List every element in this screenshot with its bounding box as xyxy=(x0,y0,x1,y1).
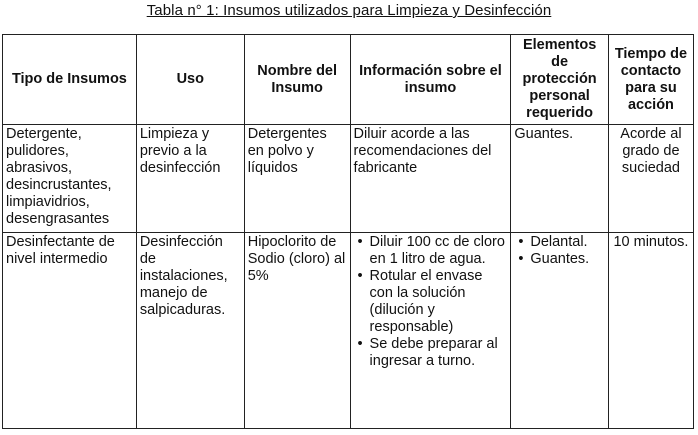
header-uso: Uso xyxy=(136,35,244,125)
bullet-icon: • xyxy=(518,234,524,250)
cell-nombre: Hipoclorito de Sodio (cloro) al 5% xyxy=(244,233,350,429)
cell-epp xyxy=(511,233,609,429)
header-row xyxy=(3,35,694,125)
list-item xyxy=(354,336,508,370)
insumos-table xyxy=(2,34,694,429)
bullet-icon: • xyxy=(518,251,524,267)
header-epp: Elementos de protección personal requerido xyxy=(511,35,609,125)
header-nombre: Nombre del Insumo xyxy=(244,35,350,125)
cell-uso: Desinfección de instalaciones, manejo de salpicaduras. xyxy=(136,233,244,429)
cell-epp: Guantes. xyxy=(511,125,609,233)
list-item xyxy=(354,234,508,268)
info-bullet-list xyxy=(354,234,508,370)
bullet-icon: • xyxy=(357,268,363,284)
list-item-text: Diluir 100 cc de cloro en 1 litro de agua. xyxy=(369,234,505,267)
cell-info: Diluir acorde a las recomendaciones del fabricante xyxy=(350,125,511,233)
cell-tipo: Detergente, pulidores, abrasivos, desincrustantes, limpiavidrios, desengrasantes xyxy=(3,125,137,233)
list-item xyxy=(514,234,605,251)
list-item xyxy=(514,251,605,268)
list-item-text: Se debe preparar al ingresar a turno. xyxy=(369,336,498,369)
bullet-icon: • xyxy=(357,336,363,352)
list-item-text: Rotular el envase con la solución (dilución y responsable) xyxy=(369,268,483,335)
cell-tiempo: Acorde al grado de suciedad xyxy=(608,125,693,233)
epp-bullet-list xyxy=(514,234,605,268)
cell-tiempo: 10 minutos. xyxy=(608,233,693,429)
table-row xyxy=(3,125,694,233)
list-item xyxy=(354,268,508,336)
header-tipo: Tipo de Insumos xyxy=(3,35,137,125)
cell-tipo: Desinfectante de nivel intermedio xyxy=(3,233,137,429)
cell-uso: Limpieza y previo a la desinfección xyxy=(136,125,244,233)
list-item-text: Delantal. xyxy=(530,234,588,250)
header-info: Información sobre el insumo xyxy=(350,35,511,125)
header-tiempo: Tiempo de contacto para su acción xyxy=(608,35,693,125)
cell-nombre: Detergentes en polvo y líquidos xyxy=(244,125,350,233)
table-row xyxy=(3,233,694,429)
cell-info xyxy=(350,233,511,429)
table-title: Tabla n° 1: Insumos utilizados para Limpieza y Desinfección xyxy=(146,2,552,19)
bullet-icon: • xyxy=(357,234,363,250)
list-item-text: Guantes. xyxy=(530,251,590,267)
